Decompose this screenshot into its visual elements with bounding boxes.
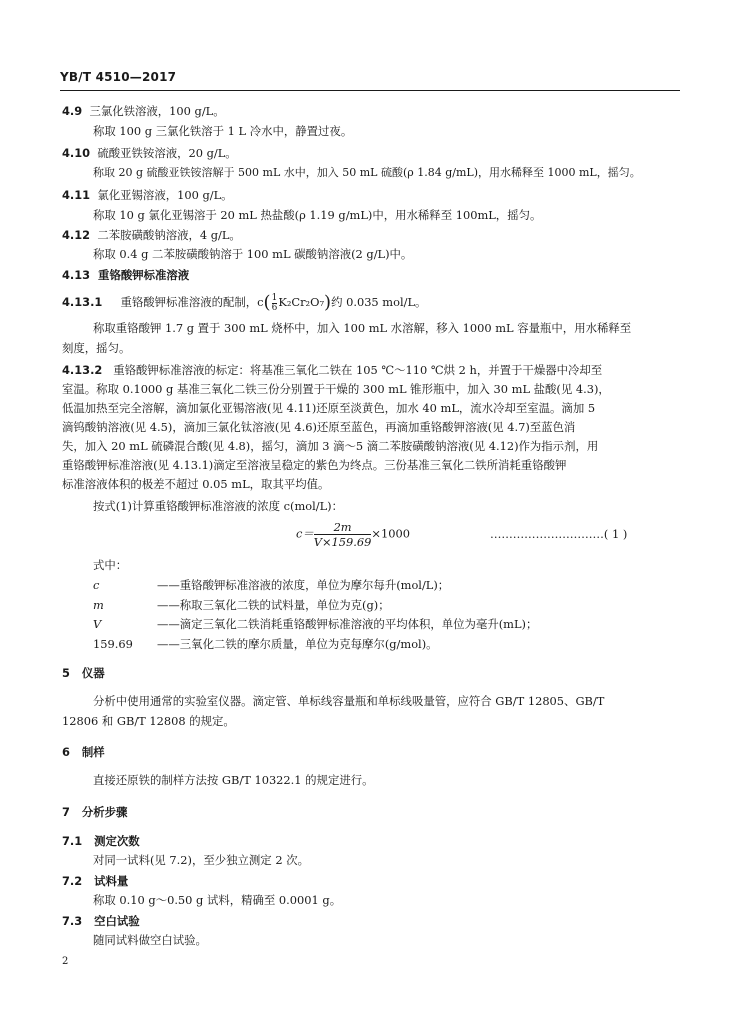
- section-4-12-title: 4.12 二苯胺磺酸钠溶液，4 g/L。: [62, 228, 241, 242]
- section-4-11-title: 4.11 氯化亚锡溶液，100 g/L。: [62, 188, 233, 202]
- section-6-line1: 直接还原铁的制样方法按 GB/T 10322.1 的规定进行。: [93, 773, 374, 787]
- section-7-2-body: 称取 0.10 g～0.50 g 试料，精确至 0.0001 g。: [93, 893, 342, 907]
- section-7-2-heading: 7.2 试料量: [62, 874, 129, 888]
- page-number: 2: [62, 956, 69, 967]
- header-rule: [60, 90, 680, 91]
- formula-fraction: $\frac{2m}{V\times 159.69}$: [313, 520, 372, 549]
- section-4-9-title: 4.9 三氯化铁溶液，100 g/L。: [62, 104, 225, 118]
- section-4-13-2-line2: 室温。称取 0.1000 g 基准三氧化二铁三份分别置于干燥的 300 mL 锥形瓶中，加入 30 mL 盐酸(见 4.3)，: [62, 382, 610, 396]
- where-item-desc: ——滴定三氧化二铁消耗重铬酸钾标准溶液的平均体积，单位为毫升(mL)；: [157, 617, 538, 631]
- standard-number-header: YB/T 4510—2017: [60, 70, 177, 84]
- where-item: V: [93, 617, 102, 631]
- section-5-line1: 分析中使用通常的实验室仪器。滴定管、单标线容量瓶和单标线吸量管，应符合 GB/T 12805、GB/T: [93, 694, 605, 708]
- section-7-1-body: 对同一试料(见 7.2)，至少独立测定 2 次。: [93, 853, 309, 867]
- where-item-desc: ——重铬酸钾标准溶液的浓度，单位为摩尔每升(mol/L)；: [157, 578, 450, 592]
- where-item-desc: ——三氧化二铁的摩尔质量，单位为克每摩尔(g/mol)。: [157, 637, 438, 651]
- section-5-heading: 5 仪器: [62, 666, 105, 680]
- section-4-13-2-line6: 重铬酸钾标准溶液(见 4.13.1)滴定至溶液呈稳定的紫色为终点。三份基准三氧化二铁所消耗重铬酸钾: [62, 458, 567, 472]
- section-4-12-body: 称取 0.4 g 二苯胺磺酸钠溶于 100 mL 碳酸钠溶液(2 g/L)中。: [93, 247, 413, 261]
- section-4-13-2-line8: 按式(1)计算重铬酸钾标准溶液的浓度 c(mol/L)：: [93, 499, 343, 513]
- section-4-10-body: 称取 20 g 硫酸亚铁铵溶解于 500 mL 水中，加入 50 mL 硫酸(ρ 1.84 g/mL)，用水稀释至 1000 mL，摇匀。: [93, 166, 641, 179]
- concentration-formula: c＝ $\frac{2m}{V\times 159.69}$ ×1000: [296, 520, 410, 549]
- where-item: 159.69: [93, 637, 133, 651]
- section-4-13-2-line3: 低温加热至完全溶解，滴加氯化亚锡溶液(见 4.11)还原至淡黄色，加水 40 mL，流水冷却至室温。滴加 5: [62, 401, 596, 415]
- section-4-13-2-line1: 4.13.2 重铬酸钾标准溶液的标定：将基准三氧化二铁在 105 ℃～110 ℃烘 2 h，并置于干燥器中冷却至: [62, 363, 603, 377]
- where-item: c: [93, 578, 100, 592]
- section-4-13-2-line4: 滴钨酸钠溶液(见 4.5)，滴加三氯化钛溶液(见 4.6)还原至蓝色，再滴加重铬酸钾溶液(见 4.7)至蓝色消: [62, 420, 576, 434]
- section-7-3-body: 随同试料做空白试验。: [93, 933, 207, 947]
- section-4-13-1-body-line1: 称取重铬酸钾 1.7 g 置于 300 mL 烧杯中，加入 100 mL 水溶解，移入 1000 mL 容量瓶中，用水稀释至: [93, 321, 632, 335]
- section-4-13-2-line7: 标准溶液体积的极差不超过 0.05 mL，取其平均值。: [62, 477, 330, 491]
- section-5-line2: 12806 和 GB/T 12808 的规定。: [62, 714, 235, 728]
- section-4-11-body: 称取 10 g 氯化亚锡溶于 20 mL 热盐酸(ρ 1.19 g/mL)中，用水稀释至 100mL，摇匀。: [93, 208, 542, 222]
- section-7-3-heading: 7.3 空白试验: [62, 914, 140, 928]
- where-item-desc: ——称取三氧化二铁的试料量，单位为克(g)；: [157, 598, 390, 612]
- section-7-heading: 7 分析步骤: [62, 805, 128, 819]
- where-item: m: [93, 598, 104, 612]
- potassium-dichromate-formula: K₂Cr₂O₇: [278, 295, 325, 309]
- section-4-13-heading: 4.13 重铬酸钾标准溶液: [62, 268, 190, 282]
- equation-number: …………………………( 1 ): [490, 527, 628, 541]
- where-label: 式中：: [93, 558, 128, 572]
- section-4-10-title: 4.10 硫酸亚铁铵溶液，20 g/L。: [62, 146, 237, 160]
- section-4-9-body: 称取 100 g 三氯化铁溶于 1 L 冷水中，静置过夜。: [93, 124, 353, 138]
- section-6-heading: 6 制样: [62, 745, 105, 759]
- section-4-13-2-line5: 失，加入 20 mL 硫磷混合酸(见 4.8)，摇匀，滴加 3 滴～5 滴二苯胺磺酸钠溶液(见 4.12)作为指示剂，用: [62, 439, 599, 453]
- section-4-13-1-body-line2: 刻度，摇匀。: [62, 341, 131, 355]
- one-sixth-fraction: $\frac{1}{6}$: [271, 292, 278, 313]
- section-4-13-1-title: 4.13.1 重铬酸钾标准溶液的配制，c( $\frac{1}{6}$ K₂Cr₂O₇)约 0.035 mol/L。: [62, 292, 427, 313]
- section-7-1-heading: 7.1 测定次数: [62, 834, 140, 848]
